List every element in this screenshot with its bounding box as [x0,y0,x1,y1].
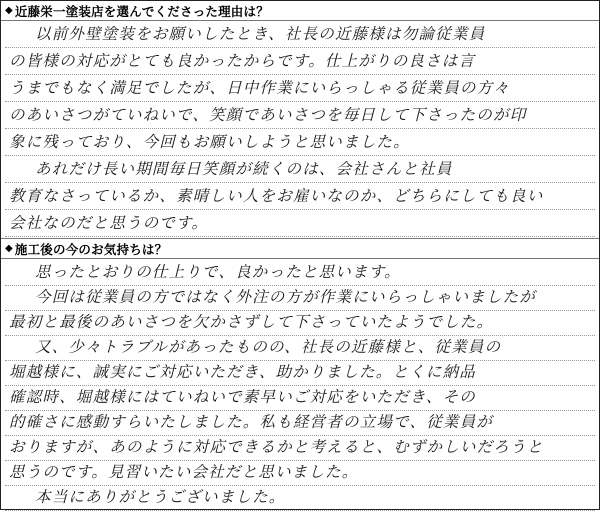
diamond-bullet-icon: ◆ [5,5,13,16]
handwritten-line: 堀越様に、誠実にご対応いただき、助かりました。とくに納品 [5,359,595,386]
handwritten-line: おりますが、あのように対応できるかと考えると、むずかしいだろうと [5,434,595,461]
handwritten-line: うまでもなく満足でしたが、日中作業にいらっしゃる従業員の方々 [5,75,595,102]
answer-block-feelings [5,259,595,509]
handwritten-line: 確認時、堀越様にはていねいで素早いご対応をいただき、その [5,384,595,411]
handwritten-line: 象に残っており、今回もお願いしようと思いました。 [5,129,595,156]
question-heading-reason [1,1,599,21]
handwritten-line: 最初と最後のあいさつを欠かさずして下さっていたようでした。 [5,309,595,336]
handwritten-line: 教育なさっているか、素晴しい人をお雇いなのか、どちらにしても良い [5,183,595,210]
handwritten-line: 以前外壁塗装をお願いしたとき、社長の近藤様は勿論従業員 [5,21,595,48]
handwritten-line: あれだけ長い期間毎日笑顔が続くのは、会社さんと社員 [5,156,595,183]
handwritten-line: 会社なのだと思うのです。 [5,210,595,237]
handwritten-line: のあいさつがていねいで、笑顔であいさつを毎日して下さったのが印 [5,102,595,129]
handwritten-line: 今回は従業員の方ではなく外注の方が作業にいらっしゃいましたが [5,284,595,311]
handwritten-line: 思うのです。見習いたい会社だと思いました。 [5,459,595,486]
diamond-bullet-icon: ◆ [5,243,13,254]
question-label: 近藤栄一塗装店を選んでくださった理由は？ [14,3,269,19]
handwritten-line: 的確さに感動すらいたしました。私も経営者の立場で、従業員が [5,409,595,436]
question-label: 施工後の今のお気持ちは？ [14,241,168,257]
handwritten-line: 思ったとおりの仕上りで、良かったと思います。 [5,259,595,286]
question-heading-feelings [1,238,599,259]
handwritten-line: 又、少々トラブルがあったものの、社長の近藤様と、従業員の [5,334,595,361]
handwritten-line: の皆様の対応がとても良かったからです。仕上がりの良さは言 [5,48,595,75]
answer-block-reason [5,21,595,237]
handwritten-line: 本当にありがとうございました。 [5,484,595,511]
